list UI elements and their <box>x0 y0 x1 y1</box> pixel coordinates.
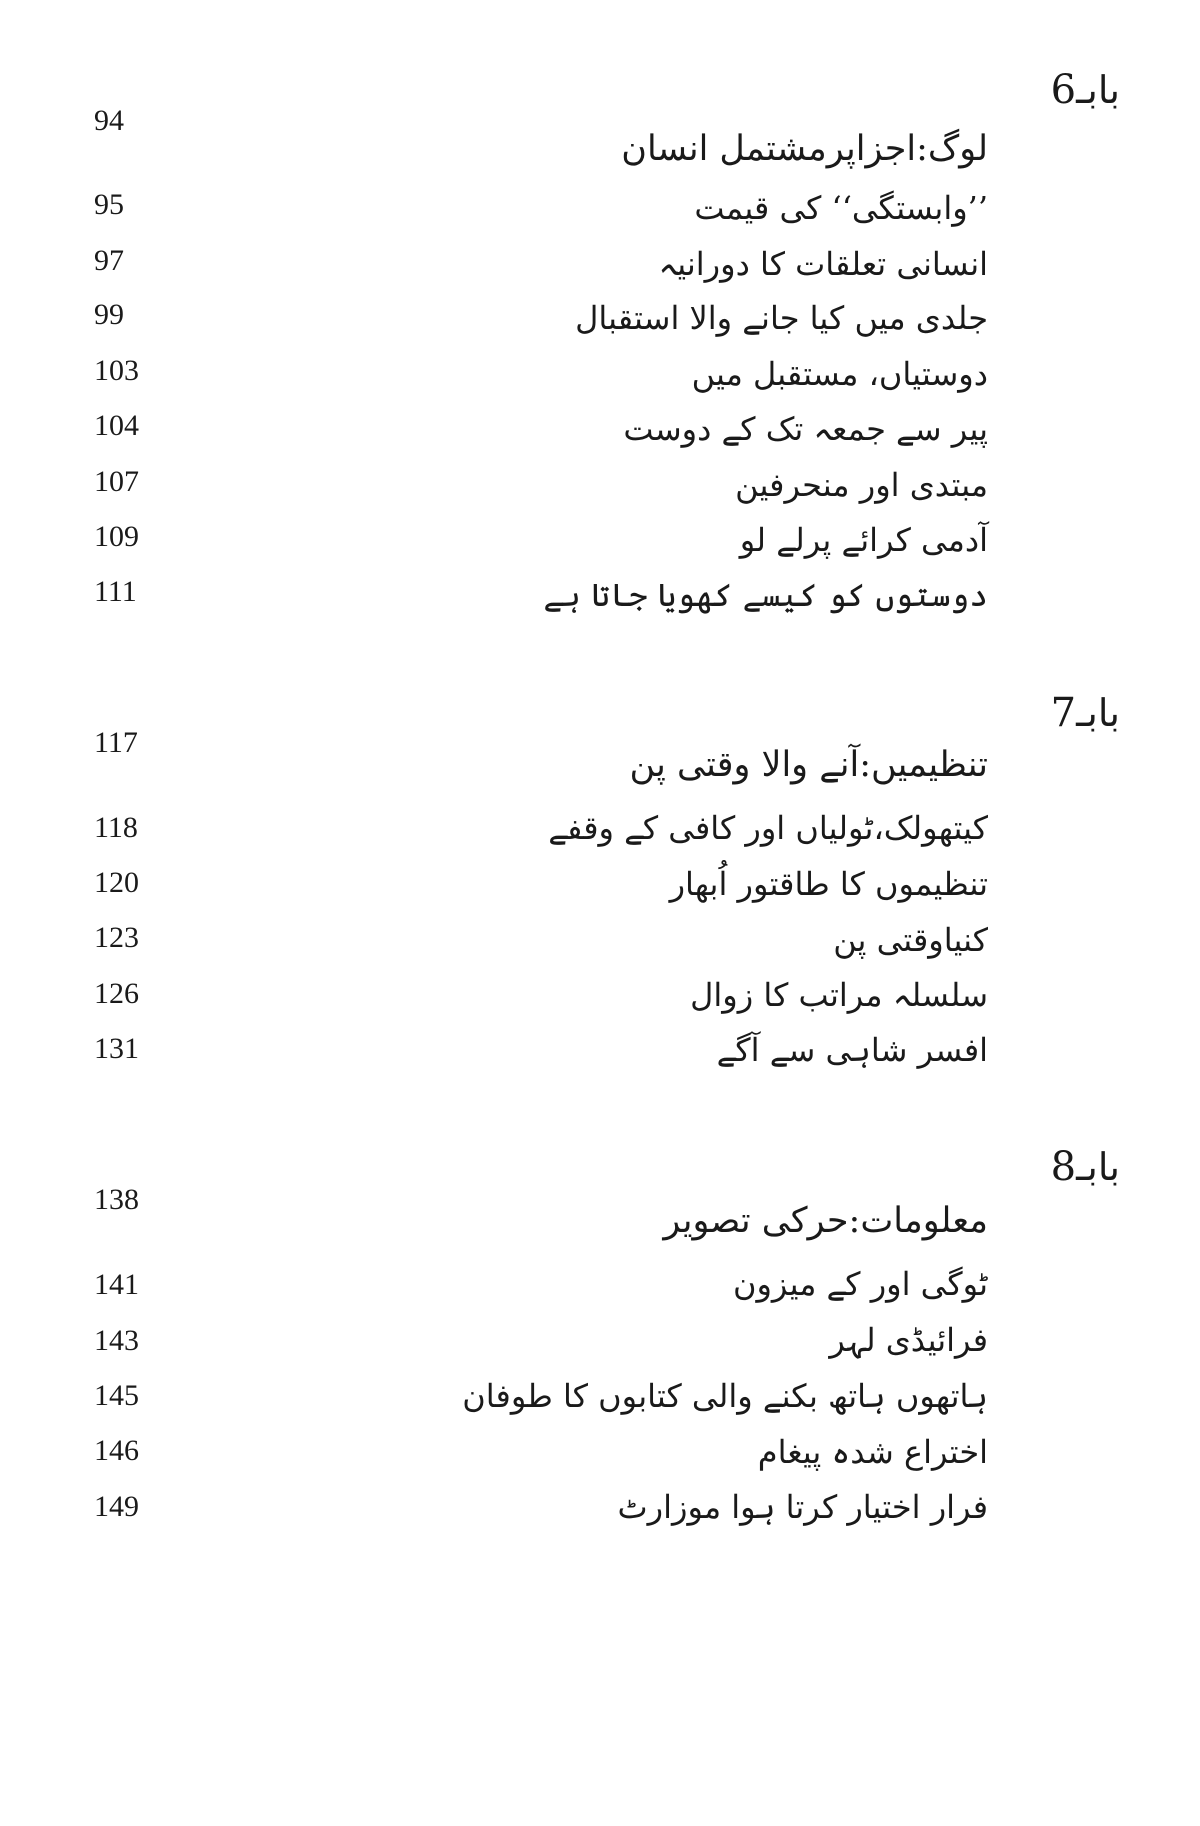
toc-entry-page: 138 <box>94 1183 139 1216</box>
toc-entry-page: 118 <box>94 811 138 844</box>
toc-entry-page: 95 <box>94 188 124 221</box>
toc-entry-page: 123 <box>94 921 139 954</box>
toc-entry-title: فرائیڈی لہر <box>829 1321 988 1359</box>
toc-entry-page: 94 <box>94 104 124 137</box>
toc-entry-title: مبتدی اور منحرفین <box>735 466 988 504</box>
chapter-heading: بابـ8 <box>1050 1144 1120 1190</box>
chapter-heading: بابـ6 <box>1050 67 1120 113</box>
toc-entry-page: 143 <box>94 1324 139 1357</box>
toc-entry-page: 109 <box>94 520 139 553</box>
toc-entry-title: دوستوں کو کیسے کھویا جاتا ہے <box>543 576 988 614</box>
toc-entry-title: دوستیاں، مستقبل میں <box>691 355 988 393</box>
toc-entry-title: کنیاوقتی پن <box>833 921 988 959</box>
toc-entry-title: ٹوگی اور کے میزون <box>732 1265 988 1303</box>
chapter-label: باب <box>1087 691 1120 735</box>
toc-entry-page: 141 <box>94 1268 139 1301</box>
toc-entry-page: 120 <box>94 866 139 899</box>
toc-entry-page: 131 <box>94 1032 139 1065</box>
toc-entry-title: سلسلہ مراتب کا زوال <box>690 976 988 1014</box>
chapter-number: 7 <box>1050 690 1077 736</box>
toc-entry-title: تنظیموں کا طاقتور اُبھار <box>669 865 988 903</box>
toc-entry-page: 117 <box>94 726 138 759</box>
toc-entry-page: 103 <box>94 354 139 387</box>
chapter-number: 6 <box>1050 67 1077 113</box>
toc-entry-title: پیر سے جمعہ تک کے دوست <box>623 410 988 448</box>
toc-entry-page: 111 <box>94 575 137 608</box>
chapter-label: باب <box>1087 68 1120 112</box>
toc-entry-page: 126 <box>94 977 139 1010</box>
toc-entry-page: 149 <box>94 1490 139 1523</box>
toc-entry-title: اختراع شدہ پیغام <box>757 1433 988 1471</box>
toc-entry-title: آدمی کرائے پرلے لو <box>739 521 988 559</box>
chapter-number: 8 <box>1050 1144 1077 1190</box>
toc-entry-page: 146 <box>94 1434 139 1467</box>
toc-entry-title: فرار اختیار کرتا ہوا موزارٹ <box>617 1488 988 1526</box>
toc-entry-page: 104 <box>94 409 139 442</box>
chapter-heading: بابـ7 <box>1050 690 1120 736</box>
toc-entry-title: انسانی تعلقات کا دورانیہ <box>658 245 988 283</box>
toc-entry-page: 97 <box>94 244 124 277</box>
toc-entry-page: 145 <box>94 1379 139 1412</box>
toc-entry-title: جلدی میں کیا جانے والا استقبال <box>575 299 988 337</box>
toc-entry-title: معلومات:حرکی تصویر <box>663 1201 988 1241</box>
chapter-label: باب <box>1087 1145 1120 1189</box>
toc-entry-page: 99 <box>94 298 124 331</box>
toc-entry-page: 107 <box>94 465 139 498</box>
toc-entry-title: ہاتھوں ہاتھ بکنے والی کتابوں کا طوفان <box>462 1377 988 1415</box>
toc-entry-title: افسر شاہی سے آگے <box>716 1031 988 1069</box>
toc-entry-title: کیتھولک،ٹولیاں اور کافی کے وقفے <box>548 809 988 847</box>
toc-entry-title: تنظیمیں:آنے والا وقتی پن <box>629 745 988 785</box>
toc-entry-title: لوگ:اجزاپرمشتمل انسان <box>621 129 988 169</box>
toc-entry-title: ’’وابستگی‘‘ کی قیمت <box>694 189 988 227</box>
